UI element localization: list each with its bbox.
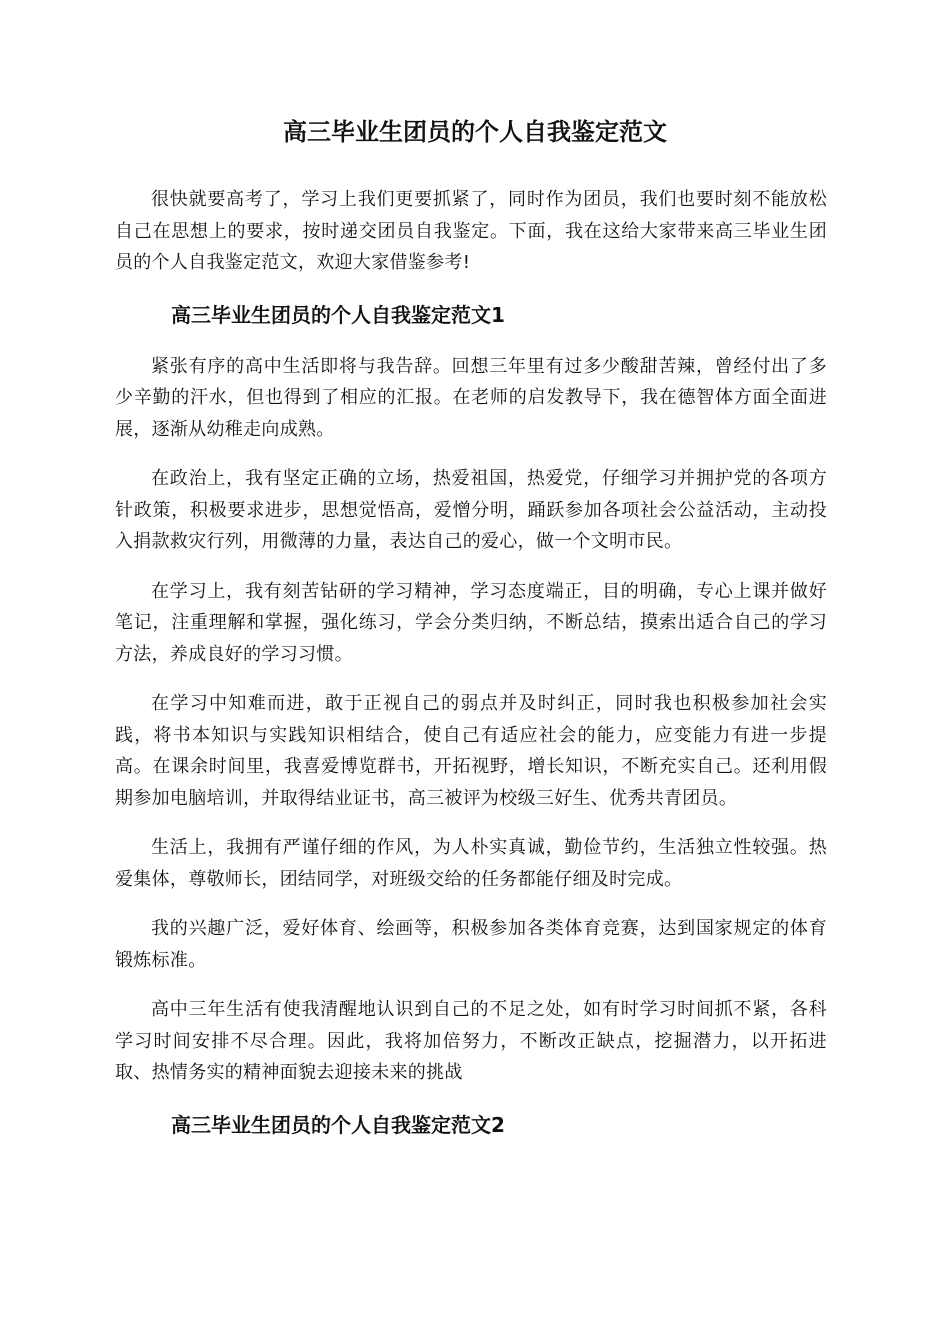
intro-paragraph: 很快就要高考了，学习上我们更要抓紧了，同时作为团员，我们也要时刻不能放松自己在思想上的要求，按时递交团员自我鉴定。下面，我在这给大家带来高三毕业生团员的个人自我鉴定范文，欢迎大家借鉴参考!	[115, 189, 827, 273]
body-paragraph: 我的兴趣广泛，爱好体育、绘画等，积极参加各类体育竞赛，达到国家规定的体育锻炼标准。	[115, 918, 827, 971]
section-1	[115, 297, 827, 1089]
body-paragraph: 在学习上，我有刻苦钻研的学习精神，学习态度端正，目的明确，专心上课并做好笔记，注重理解和掌握，强化练习，学会分类归纳，不断总结，摸索出适合自己的学习方法，养成良好的学习习惯。	[115, 580, 827, 665]
section-number: 1	[491, 302, 505, 327]
body-paragraph: 生活上，我拥有严谨仔细的作风，为人朴实真诚，勤俭节约，生活独立性较强。热爱集体，尊敬师长，团结同学，对班级交给的任务都能仔细及时完成。	[115, 837, 827, 890]
section-number: 2	[491, 1112, 505, 1137]
section-heading-text: 高三毕业生团员的个人自我鉴定范文	[171, 302, 491, 327]
body-paragraph: 紧张有序的高中生活即将与我告辞。回想三年里有过多少酸甜苦辣，曾经付出了多少辛勤的汗水，但也得到了相应的汇报。在老师的启发教导下，我在德智体方面全面进展，逐渐从幼稚走向成熟。	[115, 355, 827, 440]
section-heading-text: 高三毕业生团员的个人自我鉴定范文	[171, 1112, 491, 1137]
section-heading	[115, 1107, 827, 1143]
body-paragraph: 在政治上，我有坚定正确的立场，热爱祖国，热爱党，仔细学习并拥护党的各项方针政策，积极要求进步，思想觉悟高，爱憎分明，踊跃参加各项社会公益活动，主动投入捐款救灾行列，用微薄的力量，表达自己的爱心，做一个文明市民。	[115, 468, 827, 552]
section-2	[115, 1107, 827, 1143]
document-body	[115, 184, 827, 1161]
document-title: 高三毕业生团员的个人自我鉴定范文	[283, 118, 667, 146]
section-heading	[115, 297, 827, 333]
body-paragraph: 在学习中知难而进，敢于正视自己的弱点并及时纠正，同时我也积极参加社会实践，将书本知识与实践知识相结合，使自己有适应社会的能力，应变能力有进一步提高。在课余时间里，我喜爱博览群书，开拓视野，增长知识，不断充实自己。还利用假期参加电脑培训，并取得结业证书，高三被评为校级三好生、优秀共青团员。	[115, 693, 827, 809]
body-paragraph: 高中三年生活有使我清醒地认识到自己的不足之处，如有时学习时间抓不紧，各科学习时间安排不尽合理。因此，我将加倍努力，不断改正缺点，挖掘潜力，以开拓进取、热情务实的精神面貌去迎接未来的挑战	[115, 999, 827, 1083]
